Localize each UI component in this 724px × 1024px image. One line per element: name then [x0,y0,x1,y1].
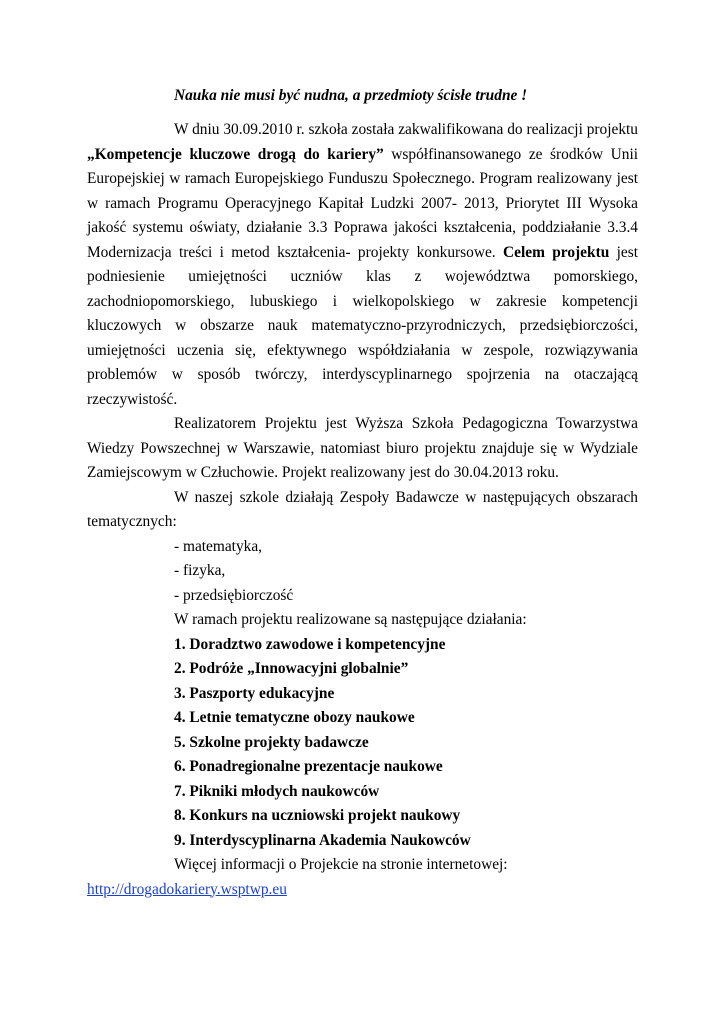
paragraph-implementer: Realizatorem Projektu jest Wyższa Szkoła Pedagogiczna Towarzystwa Wiedzy Powszechnej w Warszawie, natomiast biuro projektu znajduje się w Wydziale Zamiejscowym w Człuchowie. Projekt realizowany jest do 30.04.2013 roku. [87,415,638,481]
area-item: - przedsiębiorczość [174,586,294,604]
action-item: 3. Paszporty edukacyjne [174,684,335,702]
paragraph-project-intro [87,118,638,412]
paragraph-project-intro-part3: jest podniesienie umiejętności uczniów klas z województwa pomorskiego, zachodniopomorskiego, lubuskiego i wielkopolskiego w zakresie kompetencji kluczowych w obszarze nauk matematyczno-przyrodniczych, przedsiębiorczości, umiejętności uczenia się, efektywnego współdziałania w zespole, rozwiązywania problemów w sposób twórczy, interdyscyplinarnego spojrzenia na otaczającą rzeczywistość. [87,243,638,408]
action-item: 8. Konkurs na uczniowski projekt naukowy [174,807,461,824]
document-body [87,118,638,902]
action-item: 7. Pikniki młodych naukowców [174,782,380,800]
paragraph-project-intro-part1: W dniu 30.09.2010 r. szkoła została zakwalifikowana do realizacji projektu [174,121,638,138]
area-item: - fizyka, [174,562,226,579]
paragraph-research-teams: W naszej szkole działają Zespoły Badawcze w następujących obszarach tematycznych: [87,488,638,530]
document-heading: Nauka nie musi być nudna, a przedmioty ścisłe trudne ! [174,87,528,104]
action-item: 9. Interdyscyplinarna Akademia Naukowców [174,831,471,849]
action-item: 1. Doradztwo zawodowe i kompetencyjne [174,635,446,653]
paragraph-project-intro-part2: współfinansowanego ze środków Unii Europejskiej w ramach Europejskiego Funduszu Społecznego. Program realizowany jest w ramach Programu Operacyjnego Kapitał Ludzki 2007- 2013, Priorytet III Wysoka jakość systemu oświaty, działanie 3.3 Poprawa jakości kształcenia, poddziałanie 3.3.4 Modernizacja treści i metod kształcenia- projekty konkursowe. [87,145,638,261]
action-item: 2. Podróże „Innowacyjni globalnie” [174,660,409,677]
more-info-text: Więcej informacji o Projekcie na stronie internetowej: [174,856,508,873]
website-link[interactable]: http://drogadokariery.wsptwp.eu [87,880,287,898]
website-link-line [87,878,638,903]
action-item: 4. Letnie tematyczne obozy naukowe [174,709,415,726]
goal-label: Celem projektu [503,243,610,261]
actions-intro: W ramach projektu realizowane są następujące działania: [174,611,527,628]
project-name: „Kompetencje kluczowe drogą do kariery” [87,145,384,163]
area-item: - matematyka, [174,537,263,555]
action-item: 5. Szkolne projekty badawcze [174,733,369,751]
action-item: 6. Ponadregionalne prezentacje naukowe [174,758,443,775]
